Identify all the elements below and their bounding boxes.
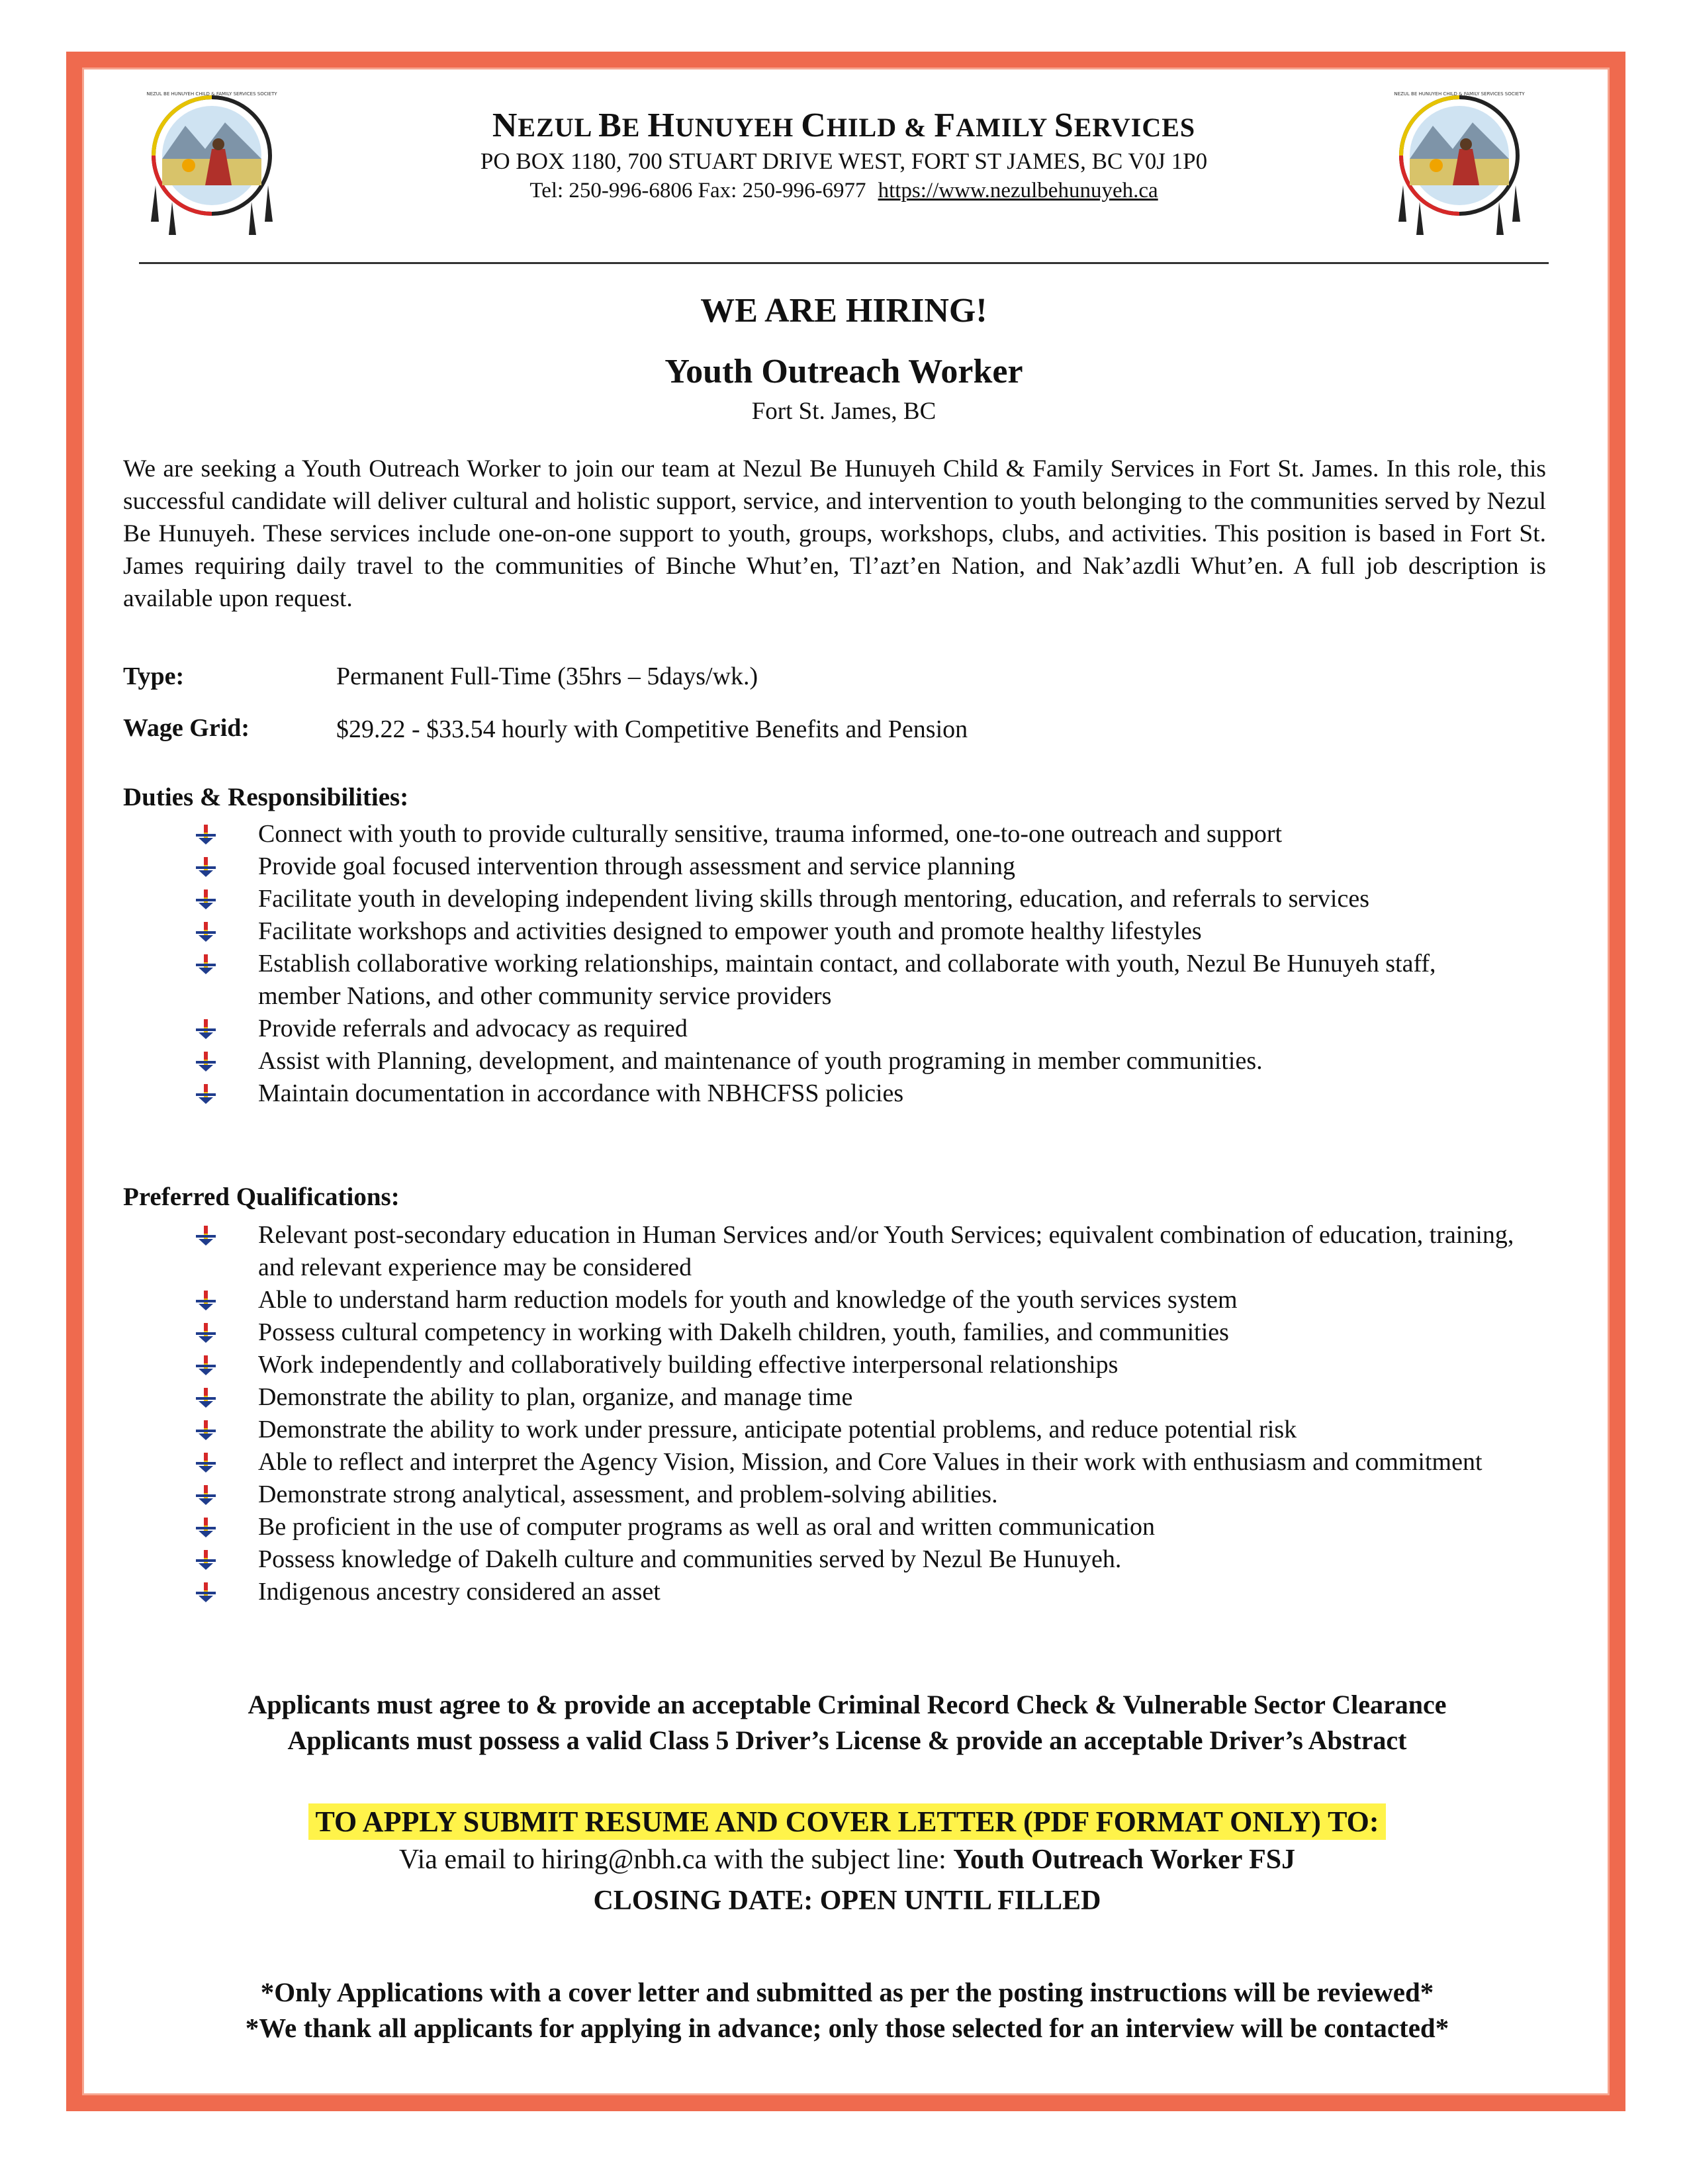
org-name-part: E bbox=[621, 113, 648, 142]
arrow-bullet-icon bbox=[192, 1420, 220, 1440]
qualification-item bbox=[192, 1576, 1516, 1608]
duty-item-text: Facilitate youth in developing independent living skills through mentoring, education, and referrals to services bbox=[258, 885, 1369, 913]
qualification-item bbox=[192, 1381, 1516, 1414]
arrow-bullet-icon bbox=[192, 1052, 220, 1071]
qualification-item bbox=[192, 1543, 1516, 1576]
arrow-bullet-icon bbox=[192, 1485, 220, 1505]
qualification-item bbox=[192, 1479, 1516, 1511]
organization-address: PO BOX 1180, 700 STUART DRIVE WEST, FORT ST JAMES, BC V0J 1P0 bbox=[480, 148, 1208, 174]
org-name-part: UNUYEH bbox=[674, 113, 801, 142]
job-title: Youth Outreach Worker bbox=[664, 353, 1023, 390]
arrow-bullet-icon bbox=[192, 889, 220, 909]
duty-item bbox=[192, 818, 1516, 850]
type-label: Type: bbox=[123, 662, 185, 690]
org-name-part: B bbox=[598, 107, 622, 144]
wage-label: Wage Grid: bbox=[123, 714, 250, 742]
phone-fax: Tel: 250-996-6806 Fax: 250-996-6977 bbox=[529, 179, 866, 203]
hiring-heading: WE ARE HIRING! bbox=[700, 292, 987, 330]
arrow-bullet-icon bbox=[192, 1550, 220, 1570]
apply-instructions bbox=[119, 1803, 1575, 1840]
arrow-bullet-icon bbox=[192, 1291, 220, 1310]
duty-item-text: Establish collaborative working relationships, maintain contact, and collaborate with youth, Nezul Be Hunuyeh staff, member Nations, and other community service providers bbox=[258, 950, 1436, 1010]
org-name-part: EZUL bbox=[518, 113, 599, 142]
qualification-item-text: Able to reflect and interpret the Agency Vision, Mission, and Core Values in their work with enthusiasm and commitment bbox=[258, 1448, 1483, 1476]
duty-item bbox=[192, 883, 1516, 915]
type-value: Permanent Full-Time (35hrs – 5days/wk.) bbox=[336, 662, 758, 690]
qualification-item-text: Work independently and collaboratively building effective interpersonal relationships bbox=[258, 1351, 1118, 1379]
job-location: Fort St. James, BC bbox=[751, 398, 936, 425]
duties-list bbox=[192, 818, 1516, 1110]
arrow-bullet-icon bbox=[192, 1582, 220, 1602]
qualification-item bbox=[192, 1511, 1516, 1543]
arrow-bullet-icon bbox=[192, 1019, 220, 1039]
org-name-part: N bbox=[492, 107, 518, 144]
qualification-item bbox=[192, 1316, 1516, 1349]
duty-item bbox=[192, 915, 1516, 948]
org-name-part: ERVICES bbox=[1073, 113, 1196, 142]
qualification-item-text: Indigenous ancestry considered an asset bbox=[258, 1578, 661, 1606]
duty-item-text: Provide referrals and advocacy as required bbox=[258, 1015, 688, 1042]
duty-item bbox=[192, 1045, 1516, 1077]
apply-email-text: Via email to hiring@nbh.ca with the subject line: bbox=[398, 1844, 946, 1875]
duty-item bbox=[192, 850, 1516, 883]
org-name-part: HILD & bbox=[826, 113, 935, 142]
qualification-item-text: Demonstrate the ability to plan, organize, and manage time bbox=[258, 1383, 853, 1411]
arrow-bullet-icon bbox=[192, 954, 220, 974]
org-name-part: S bbox=[1054, 107, 1074, 144]
duties-heading: Duties & Responsibilities: bbox=[123, 783, 409, 811]
wage-value: $29.22 - $33.54 hourly with Competitive Benefits and Pension bbox=[336, 715, 968, 743]
closing-date: CLOSING DATE: OPEN UNTIL FILLED bbox=[593, 1886, 1101, 1916]
header-divider bbox=[139, 262, 1549, 264]
org-name-part: F bbox=[934, 107, 956, 144]
apply-email-line bbox=[119, 1844, 1575, 1876]
arrow-bullet-icon bbox=[192, 922, 220, 942]
qualifications-list bbox=[192, 1219, 1516, 1608]
logo-ring-text: NEZUL BE HUNUYEH CHILD & FAMILY SERVICES SOCIETY bbox=[1394, 91, 1525, 97]
note-cover-letter: *Only Applications with a cover letter and submitted as per the posting instructions will be reviewed* bbox=[260, 1977, 1434, 2007]
arrow-bullet-icon bbox=[192, 1084, 220, 1104]
arrow-bullet-icon bbox=[192, 1323, 220, 1343]
org-name-part: AMILY bbox=[956, 113, 1054, 142]
qualification-item-text: Demonstrate the ability to work under pressure, anticipate potential problems, and reduce potential risk bbox=[258, 1416, 1297, 1443]
duty-item bbox=[192, 948, 1516, 1013]
organization-name bbox=[199, 106, 1489, 145]
requirement-criminal-record: Applicants must agree to & provide an acceptable Criminal Record Check & Vulnerable Sector Clearance bbox=[248, 1690, 1447, 1719]
arrow-bullet-icon bbox=[192, 857, 220, 877]
duty-item bbox=[192, 1013, 1516, 1045]
apply-subject-line: Youth Outreach Worker FSJ bbox=[953, 1844, 1296, 1875]
qualification-item bbox=[192, 1219, 1516, 1284]
duty-item-text: Provide goal focused intervention through assessment and service planning bbox=[258, 852, 1015, 880]
qualification-item-text: Relevant post-secondary education in Human Services and/or Youth Services; equivalent combination of education, training, and relevant experience may be considered bbox=[258, 1221, 1514, 1281]
arrow-bullet-icon bbox=[192, 1226, 220, 1246]
arrow-bullet-icon bbox=[192, 1355, 220, 1375]
qualification-item-text: Demonstrate strong analytical, assessment, and problem-solving abilities. bbox=[258, 1480, 998, 1508]
arrow-bullet-icon bbox=[192, 825, 220, 844]
org-name-part: C bbox=[801, 107, 827, 144]
duty-item-text: Connect with youth to provide culturally sensitive, trauma informed, one-to-one outreach and support bbox=[258, 820, 1283, 848]
qualification-item bbox=[192, 1284, 1516, 1316]
website-link[interactable]: https://www.nezulbehunuyeh.ca bbox=[878, 179, 1158, 203]
requirement-drivers-license: Applicants must possess a valid Class 5 Driver’s License & provide an acceptable Driver’s Abstract bbox=[287, 1725, 1407, 1755]
arrow-bullet-icon bbox=[192, 1453, 220, 1473]
note-thanks: *We thank all applicants for applying in advance; only those selected for an interview will be contacted* bbox=[245, 2013, 1449, 2043]
qualification-item-text: Possess cultural competency in working with Dakelh children, youth, families, and communities bbox=[258, 1318, 1229, 1346]
qualifications-heading: Preferred Qualifications: bbox=[123, 1183, 400, 1211]
arrow-bullet-icon bbox=[192, 1518, 220, 1537]
logo-ring-text: NEZUL BE HUNUYEH CHILD & FAMILY SERVICES SOCIETY bbox=[146, 91, 277, 97]
duty-item-text: Assist with Planning, development, and maintenance of youth programing in member communities. bbox=[258, 1047, 1263, 1075]
qualification-item bbox=[192, 1349, 1516, 1381]
qualification-item-text: Able to understand harm reduction models for youth and knowledge of the youth services system bbox=[258, 1286, 1238, 1314]
qualification-item bbox=[192, 1414, 1516, 1446]
qualification-item bbox=[192, 1446, 1516, 1479]
arrow-bullet-icon bbox=[192, 1388, 220, 1408]
org-name-part: H bbox=[647, 107, 675, 144]
duty-item bbox=[192, 1077, 1516, 1110]
apply-heading: TO APPLY SUBMIT RESUME AND COVER LETTER (PDF FORMAT ONLY) TO: bbox=[308, 1803, 1385, 1840]
duty-item-text: Facilitate workshops and activities designed to empower youth and promote healthy lifestyles bbox=[258, 917, 1202, 945]
job-intro-paragraph: We are seeking a Youth Outreach Worker to join our team at Nezul Be Hunuyeh Child & Family Services in Fort St. James. In this role, this successful candidate will deliver cultural and holistic support, service, and intervention to youth belonging to the communities served by Nezul Be Hunuyeh. These services include one-on-one support to youth, groups, workshops, clubs, and activities. This position is based in Fort St. James requiring daily travel to the communities of Binche Whut’en, Tl’azt’en Nation, and Nak’azdli Whut’en. A full job description is available upon request. bbox=[123, 455, 1546, 612]
organization-contact bbox=[199, 179, 1489, 203]
qualification-item-text: Possess knowledge of Dakelh culture and communities served by Nezul Be Hunuyeh. bbox=[258, 1545, 1122, 1573]
duty-item-text: Maintain documentation in accordance with NBHCFSS policies bbox=[258, 1079, 904, 1107]
qualification-item-text: Be proficient in the use of computer programs as well as oral and written communication bbox=[258, 1513, 1155, 1541]
